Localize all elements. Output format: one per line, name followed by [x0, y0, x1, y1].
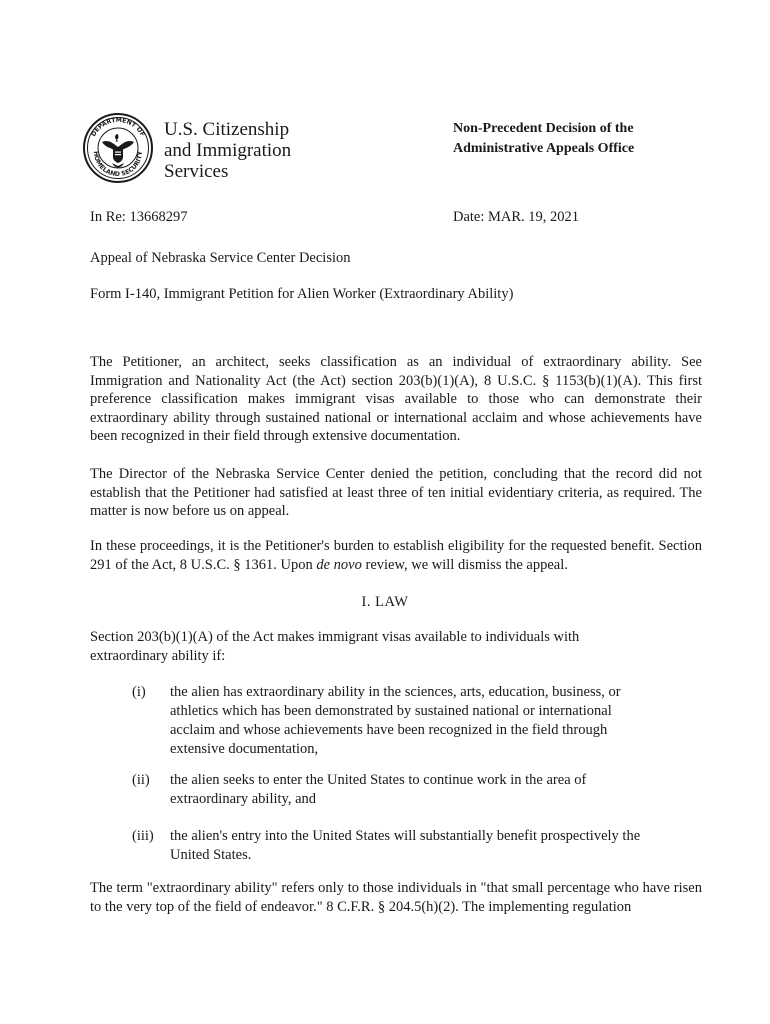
- intro-paragraph: The Petitioner, an architect, seeks classification as an individual of extraordinary ability. See Immigration and Nationality Act (the Act) section 203(b)(1)(A), 8 U.S.C. § 1153(b)(1)(A). This first preference classification makes immigrant visas available to those who can demonstrate their extraordinary ability through sustained national or international acclaim and whose achievements have been recognized in their field through extensive documentation.: [90, 354, 702, 445]
- seal-text-bottom: HOMELAND SECURITY: [91, 150, 145, 179]
- criterion-item: [132, 827, 652, 865]
- criterion-text: the alien seeks to enter the United States to continue work in the area of extraordinary ability, and: [170, 772, 587, 807]
- agency-name-line3: Services: [164, 161, 229, 182]
- de-novo-italic: de novo: [316, 556, 362, 573]
- dhs-seal-icon: [82, 112, 154, 184]
- section-heading-law: I. LAW: [361, 594, 409, 610]
- case-number: In Re: 13668297: [90, 209, 188, 225]
- form-line: Form I-140, Immigrant Petition for Alien Worker (Extraordinary Ability): [90, 286, 514, 302]
- criterion-number: (iii): [132, 828, 154, 844]
- criterion-number: (ii): [132, 772, 150, 788]
- agency-name-line2: and Immigration: [164, 140, 292, 161]
- criterion-number: (i): [132, 684, 146, 700]
- burden-paragraph: [90, 537, 702, 574]
- criterion-text: the alien's entry into the United States will substantially benefit prospectively the United States.: [170, 828, 641, 863]
- burden-text-after: review, we will dismiss the appeal.: [361, 556, 568, 573]
- decision-date: Date: MAR. 19, 2021: [453, 209, 580, 225]
- statute-paragraph: Section 203(b)(1)(A) of the Act makes immigrant visas available to individuals with extraordinary ability if:: [90, 629, 580, 664]
- director-paragraph: The Director of the Nebraska Service Center denied the petition, concluding that the record did not establish that the Petitioner had satisfied at least three of ten initial evidentiary criteria, as required. The matter is now before us on appeal.: [90, 466, 702, 520]
- decision-type: [453, 119, 634, 159]
- definition-paragraph: The term "extraordinary ability" refers only to those individuals in "that small percentage who have risen to the very top of the field of endeavor." 8 C.F.R. § 204.5(h)(2). The implementing regulation: [90, 880, 702, 915]
- burden-text-before: In these proceedings, it is the Petitioner's burden to establish eligibility for the requested benefit. Section 291 of the Act, 8 U.S.C. § 1361. Upon: [90, 538, 702, 573]
- criterion-item: [132, 771, 652, 809]
- appeal-line: Appeal of Nebraska Service Center Decision: [90, 250, 351, 266]
- decision-type-line1: Non-Precedent Decision of the: [453, 121, 634, 136]
- agency-name-line1: U.S. Citizenship: [164, 119, 290, 140]
- criterion-text: the alien has extraordinary ability in the sciences, arts, education, business, or athletics which has been demonstrated by sustained national or international acclaim and whose achievements have been recognized in the field through extensive documentation,: [170, 684, 621, 757]
- agency-name: [164, 119, 291, 182]
- seal-text-top: DEPARTMENT OF: [90, 116, 146, 138]
- decision-type-line2: Administrative Appeals Office: [453, 141, 635, 156]
- criterion-item: [132, 683, 652, 759]
